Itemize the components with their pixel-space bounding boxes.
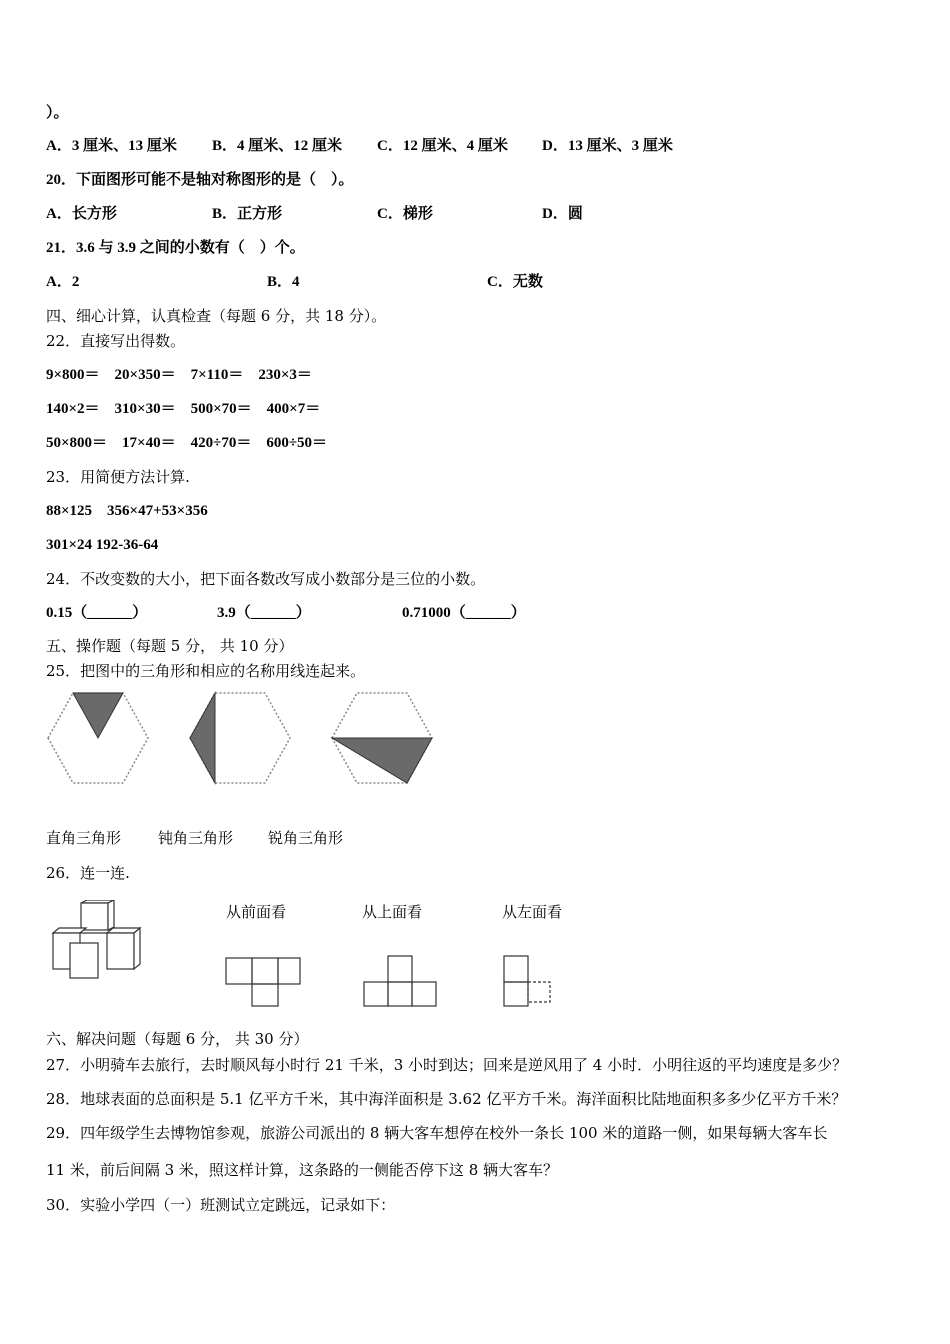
view-top-shape <box>364 956 436 1006</box>
q29-line-2: 11 米，前后间隔 3 米，照这样计算，这条路的一侧能否停下这 8 辆大客车？ <box>46 1161 559 1179</box>
hexagon-3 <box>332 693 432 783</box>
q22-row-3: 50×800＝ 17×40＝ 420÷70＝ 600÷50＝ <box>46 435 328 451</box>
section5-title: 五、操作题（每题 5 分， 共 10 分） <box>46 637 294 655</box>
q19-option-c: C．12 厘米、4 厘米 <box>377 138 508 154</box>
section4-title: 四、细心计算，认真检查（每题 6 分，共 18 分）。 <box>46 307 387 325</box>
q22-text: 22．直接写出得数。 <box>46 332 186 350</box>
q26-cube-stack <box>48 900 153 980</box>
q23-row-2: 301×24 192-36-64 <box>46 537 159 553</box>
q24-item-2: 3.9（______） <box>217 605 311 621</box>
q26-view-left-label: 从左面看 <box>502 903 563 921</box>
q22-row-2: 140×2＝ 310×30＝ 500×70＝ 400×7＝ <box>46 401 321 417</box>
q26-text: 26．连一连. <box>46 864 130 882</box>
q25-label-obtuse: 钝角三角形 <box>158 829 234 847</box>
q29-line-1: 29．四年级学生去博物馆参观，旅游公司派出的 8 辆大客车想停在校外一条长 100 米的道路一侧，如果每辆大客车长 <box>46 1124 828 1142</box>
q25-text: 25．把图中的三角形和相应的名称用线连起来。 <box>46 662 366 680</box>
q25-label-acute: 锐角三角形 <box>268 829 344 847</box>
hexagon-1 <box>48 693 148 783</box>
q25-hexagon-figures <box>40 688 440 788</box>
q20-option-d: D．圆 <box>542 206 583 222</box>
q27-text: 27．小明骑车去旅行，去时顺风每小时行 21 千米，3 小时到达；回来是逆风用了 4 小时．小明往返的平均速度是多少？ <box>46 1056 848 1074</box>
q23-text: 23．用简便方法计算. <box>46 468 190 486</box>
q26-view-front-label: 从前面看 <box>226 903 287 921</box>
q24-item-3: 0.71000（______） <box>402 605 526 621</box>
q30-text: 30．实验小学四（一）班测试立定跳远，记录如下： <box>46 1196 396 1214</box>
q21-option-b: B．4 <box>267 274 300 290</box>
q21-option-a: A．2 <box>46 274 80 290</box>
q23-row-1: 88×125 356×47+53×356 <box>46 503 208 519</box>
q20-option-c: C．梯形 <box>377 206 433 222</box>
q19-tail: ）。 <box>46 105 69 121</box>
q26-view-top-label: 从上面看 <box>362 903 423 921</box>
q21-text: 21．3.6 与 3.9 之间的小数有（ ）个。 <box>46 240 305 256</box>
q19-option-a: A．3 厘米、13 厘米 <box>46 138 177 154</box>
q20-text: 20．下面图形可能不是轴对称图形的是（ ）。 <box>46 172 354 188</box>
q24-text: 24．不改变数的大小，把下面各数改写成小数部分是三位的小数。 <box>46 570 486 588</box>
section6-title: 六、解决问题（每题 6 分， 共 30 分） <box>46 1030 309 1048</box>
q19-option-d: D．13 厘米、3 厘米 <box>542 138 673 154</box>
q24-item-1: 0.15（______） <box>46 605 148 621</box>
q21-option-c: C．无数 <box>487 274 543 290</box>
q20-option-a: A．长方形 <box>46 206 117 222</box>
q26-view-shapes <box>220 950 560 1010</box>
q25-label-right: 直角三角形 <box>46 829 122 847</box>
hexagon-2 <box>190 693 290 783</box>
q28-text: 28．地球表面的总面积是 5.1 亿平方千米，其中海洋面积是 3.62 亿平方千米。海洋面积比陆地面积多多少亿平方千米？ <box>46 1090 847 1108</box>
q19-option-b: B．4 厘米、12 厘米 <box>212 138 343 154</box>
view-left-shape <box>504 956 550 1006</box>
q22-row-1: 9×800＝ 20×350＝ 7×110＝ 230×3＝ <box>46 367 312 383</box>
q20-option-b: B．正方形 <box>212 206 283 222</box>
view-front-shape <box>226 958 300 1006</box>
